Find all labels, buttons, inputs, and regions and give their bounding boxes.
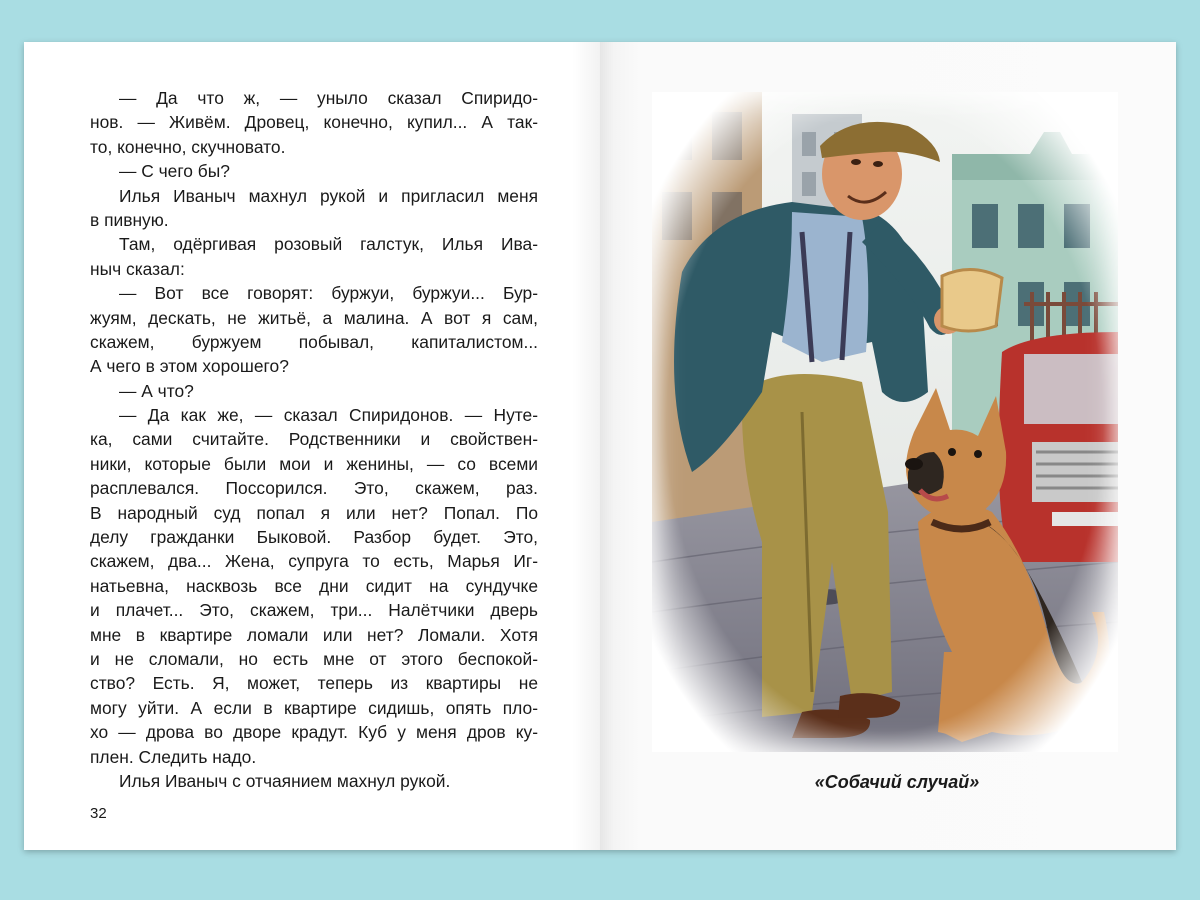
text-line: ка, сами считайте. Родственники и свойствен- xyxy=(90,429,538,450)
text-line: В народный суд попал я или нет? Попал. По xyxy=(90,502,538,523)
text-line: — Да как же, — сказал Спиридонов. — Нуте- xyxy=(119,405,538,426)
left-page xyxy=(24,42,600,850)
text-line: могу уйти. А если в квартире сидишь, опять пло- xyxy=(90,697,538,718)
text-line: нов. — Живём. Дровец, конечно, купил... А так- xyxy=(90,112,538,133)
text-line: то, конечно, скучновато. xyxy=(90,136,286,157)
text-line: ство? Есть. Я, может, теперь из квартиры не xyxy=(90,673,538,694)
text-line: Илья Иваныч махнул рукой и пригласил меня xyxy=(119,185,538,206)
text-line: — А что? xyxy=(119,380,194,401)
text-line: натьевна, насквозь все дни сидит на сундучке xyxy=(90,575,538,596)
text-line: ники, которые были мои и женины, — со всеми xyxy=(90,453,538,474)
text-line: А чего в этом хорошего? xyxy=(90,356,289,377)
text-line: плен. Следить надо. xyxy=(90,746,257,767)
page-number: 32 xyxy=(90,805,107,822)
book-spread xyxy=(24,42,1176,850)
text-line: — Вот все говорят: буржуи, буржуи... Бур- xyxy=(119,283,538,304)
text-line: жуям, дескать, не житьё, а малина. А вот я сам, xyxy=(90,307,538,328)
text-line: и плачет... Это, скажем, три... Налётчики дверь xyxy=(90,600,538,621)
story-text xyxy=(90,86,538,793)
text-line: Там, одёргивая розовый галстук, Илья Ива- xyxy=(119,234,538,255)
text-line: и не сломали, но есть мне от этого беспокой- xyxy=(90,648,538,669)
text-line: делу гражданки Быковой. Разбор будет. Это, xyxy=(90,527,538,548)
text-line: ныч сказал: xyxy=(90,258,185,279)
text-line: в пивную. xyxy=(90,209,169,230)
text-line: — Да что ж, — уныло сказал Спиридо- xyxy=(119,88,538,108)
gutter-shadow xyxy=(572,42,600,850)
right-page xyxy=(600,42,1176,850)
text-line: — С чего бы? xyxy=(119,161,230,182)
text-line: мне в квартире ломали или нет? Ломали. Хотя xyxy=(90,624,538,645)
text-line: хо — дрова во дворе крадут. Куб у меня дров ку- xyxy=(90,722,538,743)
text-line: скажем, два... Жена, супруга то есть, Марья Иг- xyxy=(90,551,538,572)
text-line: скажем, буржуем побывал, капиталистом... xyxy=(90,331,538,352)
illustration-man-and-dog xyxy=(652,92,1118,752)
text-line: расплевался. Поссорился. Это, скажем, раз. xyxy=(90,478,538,499)
text-line: Илья Иваныч с отчаянием махнул рукой. xyxy=(119,770,451,791)
illustration-caption: «Собачий случай» xyxy=(814,772,980,792)
